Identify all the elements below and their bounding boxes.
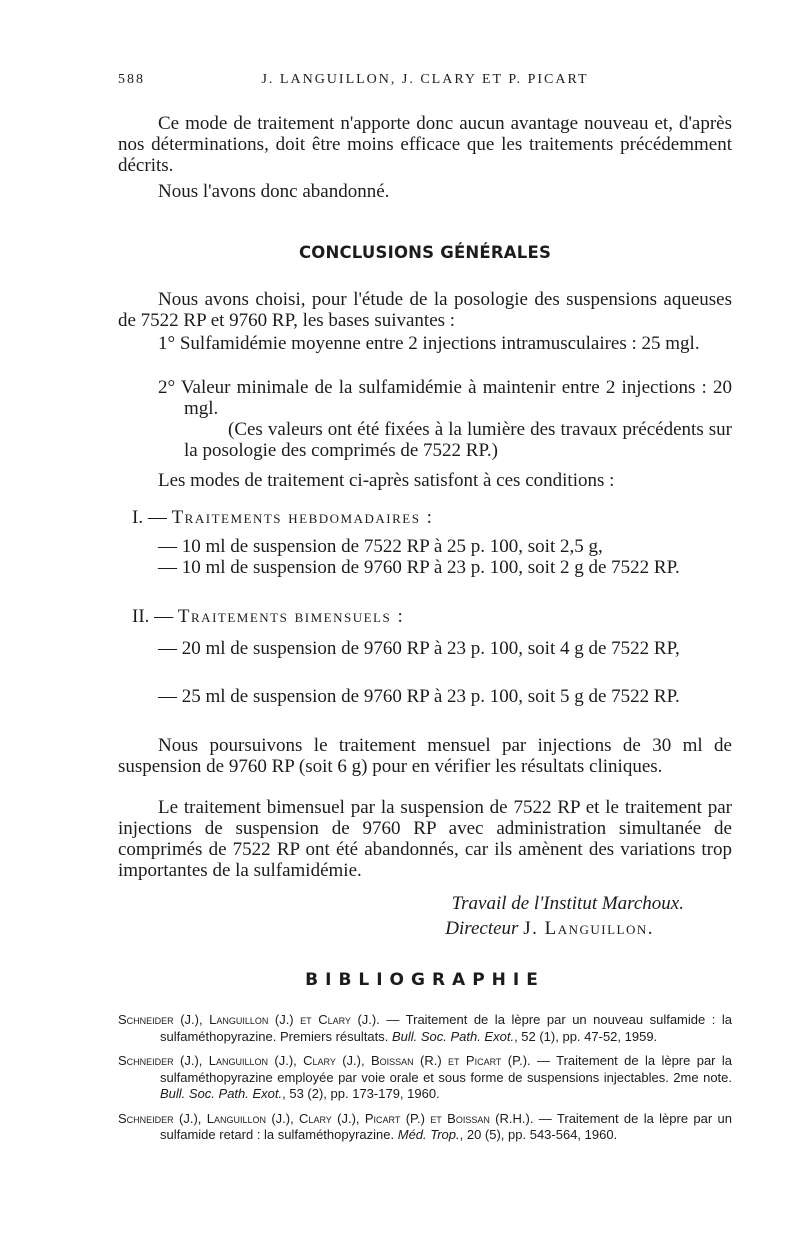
modes-intro: Les modes de traitement ci-après satisfont à ces conditions : (158, 470, 615, 491)
entry-journal: Bull. Soc. Path. Exot. (160, 1086, 283, 1101)
entry-text: — Traitement de la lèpre par la sulfaméthopyrazine employée par voie orale et sous forme de suspensions injectables. 2me note. (160, 1053, 732, 1085)
section-1-title: Traitements hebdomadaires : (171, 507, 434, 528)
running-title: J. LANGUILLON, J. CLARY ET P. PICART (261, 72, 589, 87)
section-1-line-2: — 10 ml de suspension de 9760 RP à 23 p. 100, soit 2 g de 7522 RP. (158, 557, 680, 578)
section-2-number: II. — (132, 606, 174, 627)
entry-journal: Bull. Soc. Path. Exot. (391, 1028, 515, 1044)
final-paragraph: Le traitement bimensuel par la suspension de 7522 RP et le traitement par injections de suspension de 9760 RP avec administration simultanée de comprimés de 7522 RP ont été abandonnés, car ils amènent des variations trop importantes de la sulfamidémie. (118, 797, 732, 881)
section-2-heading (132, 606, 732, 627)
intro-paragraph-2: Nous l'avons donc abandonné. (158, 181, 390, 202)
entry-reference: , 53 (2), pp. 173-179, 1960. (282, 1086, 440, 1101)
page-header (118, 72, 732, 94)
intro-paragraph: Ce mode de traitement n'apporte donc aucun avantage nouveau et, d'après nos déterminations, doit être moins efficace que les traitements précédemment décrits. (118, 113, 732, 176)
signature-director-title: Directeur (445, 918, 519, 939)
section-1-heading (132, 507, 732, 528)
section-1-line-1: — 10 ml de suspension de 7522 RP à 25 p. 100, soit 2,5 g, (158, 536, 603, 557)
signature-director (118, 918, 732, 939)
conclusions-lead: Nous avons choisi, pour l'étude de la posologie des suspensions aqueuses de 7522 RP et 9760 RP, les bases suivantes : (118, 289, 732, 331)
criteria-note: (Ces valeurs ont été fixées à la lumière des travaux précédents sur la posologie des comprimés de 7522 RP.) (184, 419, 732, 461)
conclusions-heading: CONCLUSIONS GÉNÉRALES (298, 243, 552, 262)
section-2-line-1: — 20 ml de suspension de 9760 RP à 23 p. 100, soit 4 g de 7522 RP, (158, 638, 680, 659)
follow-up-paragraph: Nous poursuivons le traitement mensuel par injections de 30 ml de suspension de 9760 RP (soit 6 g) pour en vérifier les résultats cliniques. (118, 735, 732, 777)
bibliography-entry (118, 1053, 732, 1103)
bibliography-entry (118, 1111, 732, 1144)
signature-director-name: J. Languillon. (523, 918, 654, 939)
entry-authors: Schneider (J.), Languillon (J.), Clary (J.), Picart (P.) et Boissan (R.H.). (118, 1110, 534, 1126)
entry-text: — Traitement de la lèpre par un sulfamide retard : la sulfaméthopyrazine. (160, 1110, 732, 1142)
entry-text: — Traitement de la lèpre par un nouveau sulfamide : la sulfaméthopyrazine. Premiers résultats. (160, 1012, 732, 1044)
section-1-number: I. — (132, 507, 167, 528)
page-number: 588 (118, 72, 145, 87)
criterion-item-2: 2° Valeur minimale de la sulfamidémie à maintenir entre 2 injections : 20 mgl. (158, 377, 732, 419)
entry-reference: , 52 (1), pp. 47-52, 1959. (514, 1028, 658, 1044)
section-2-line-2: — 25 ml de suspension de 9760 RP à 23 p. 100, soit 5 g de 7522 RP. (158, 686, 680, 707)
entry-authors: Schneider (J.), Languillon (J.) et Clary (J.). (118, 1012, 380, 1027)
entry-journal: Méd. Trop. (397, 1127, 460, 1142)
entry-authors: Schneider (J.), Languillon (J.), Clary (J.), Boissan (R.) et Picart (P.). (118, 1053, 531, 1068)
criterion-item-1: 1° Sulfamidémie moyenne entre 2 injections intramusculaires : 25 mgl. (158, 333, 700, 354)
section-2-title: Traitements bimensuels : (177, 606, 405, 627)
signature-institute: Travail de l'Institut Marchoux. (451, 893, 684, 914)
bibliography-heading: BIBLIOGRAPHIE (305, 970, 545, 990)
bibliography-list (118, 1012, 732, 1144)
bibliography-entry (118, 1012, 732, 1045)
entry-reference: , 20 (5), pp. 543-564, 1960. (459, 1127, 618, 1142)
